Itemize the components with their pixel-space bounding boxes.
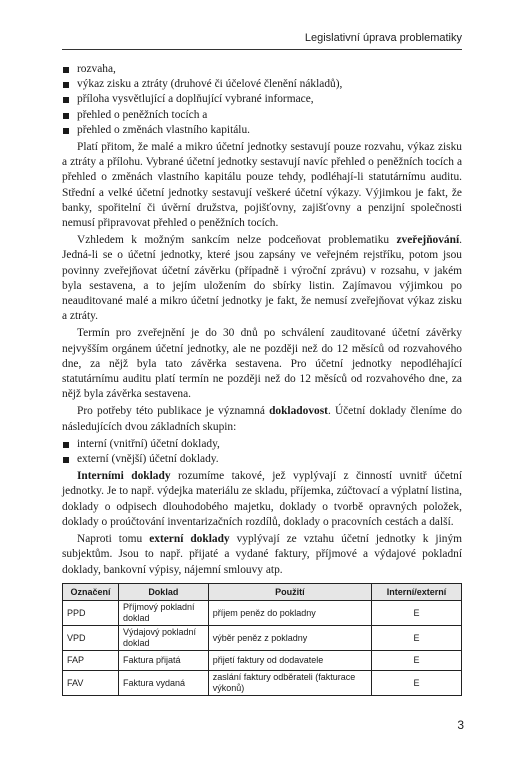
term-bold: externí doklady — [149, 533, 230, 546]
page-body — [62, 62, 462, 580]
paragraph-rest: vyplývají ze vztahu účetní jednotky k jiným subjektům. Jsou to např. přijaté a vydané faktury, příjmové a výdajové pokladní doklady, bankovní výpisy, nájemní smlouvy atp. — [62, 533, 463, 576]
term-bold: Interními doklady — [77, 470, 171, 483]
list-item: přehled o změnách vlastního kapitálu. — [62, 123, 462, 138]
table-cell: přijetí faktury od dodavatele — [208, 651, 371, 671]
paragraph-documents — [62, 404, 462, 434]
column-header: Označení — [63, 584, 119, 601]
paragraph-internal — [62, 469, 462, 530]
paragraph-rest: rozumíme takové, jež vyplývají z činností uvnitř účetní jednotky. Je to např. výdejka materiálu ze skladu, příjemka, zúčtovací a výplatní listina, doklady o odpisech dlouhodobého majetku, doklady o tvorbě opravných položek, doklady o proúčtování inventarizačních rozdílů, doklady o pracovních cestách a další. — [62, 470, 462, 528]
table-cell: výběr peněz z pokladny — [208, 626, 371, 651]
table-cell: E — [372, 651, 462, 671]
table-cell: E — [372, 671, 462, 696]
column-header: Použití — [208, 584, 371, 601]
table-header-row — [63, 584, 462, 601]
paragraph-lead: Vzhledem k možným sankcím nelze podceňovat problematiku — [77, 234, 397, 247]
list-item: rozvaha, — [62, 62, 462, 77]
table-cell: FAP — [63, 651, 119, 671]
table-cell: zaslání faktury odběrateli (fakturace výkonů) — [208, 671, 371, 696]
page-number: 3 — [457, 718, 464, 732]
running-header-title: Legislativní úprava problematiky — [304, 32, 462, 44]
paragraph-deadline: Termín pro zveřejnění je do 30 dnů po schválení zauditované účetní závěrky nejvyšším orgánem účetní jednotky, ale ne později než do 12 měsíců od rozvahového dne, za nějž byla tato závěrka sestavena. Pro účetní jednotky nepodléhající statutárnímu auditu platí termín ne později než do 12 měsíců od rozvahového dne, za nějž byla závěrka sestavena. — [62, 327, 462, 401]
paragraph-statements: Platí přitom, že malé a mikro účetní jednotky sestavují pouze rozvahu, výkaz zisku a ztráty a přílohu. Vybrané účetní jednotky sestavují navíc přehled o peněžních tocích a přehled o změnách vlastního kapitálu pouze tehdy, podléhají-li statutárnímu auditu. Střední a velké účetní jednotky sestavují veškeré účetní výkazy. Výjimkou je fakt, že banky, spořitelní či úvěrní družstva, pojišťovny, zajišťovny a penzijní společnosti nemusí připravovat přehled o peněžních tocích. — [62, 141, 462, 230]
paragraph-external — [62, 532, 462, 578]
column-header: Doklad — [118, 584, 208, 601]
statement-list — [62, 62, 462, 138]
table-cell: příjem peněz do pokladny — [208, 601, 371, 626]
table-cell: Výdajový pokladní doklad — [118, 626, 208, 651]
paragraph-lead: Pro potřeby této publikace je významná — [77, 405, 270, 418]
table-row — [63, 601, 462, 626]
list-item: externí (vnější) účetní doklady. — [62, 452, 462, 467]
table-row — [63, 626, 462, 651]
table-cell: FAV — [63, 671, 119, 696]
list-item: výkaz zisku a ztráty (druhové či účelové členění nákladů), — [62, 77, 462, 92]
term-bold: dokladovost — [269, 405, 328, 418]
table-row — [63, 671, 462, 696]
paragraph-lead: Naproti tomu — [77, 533, 150, 546]
table-cell: Faktura vydaná — [118, 671, 208, 696]
list-item: interní (vnitřní) účetní doklady, — [62, 437, 462, 452]
table-cell: E — [372, 601, 462, 626]
list-item: příloha vysvětlující a doplňující vybrané informace, — [62, 92, 462, 107]
table-row — [63, 651, 462, 671]
list-item: přehled o peněžních tocích a — [62, 108, 462, 123]
header-rule — [62, 49, 462, 50]
paragraph-rest: . Jedná-li se o účetní jednotky, které jsou zapsány ve veřejném rejstříku, potom jsou povinny zveřejňovat účetní závěrku (případně i výroční zprávu) v rozsahu, v jakém byla sestavena, a to jejím uložením do sbírky listin. Zajímavou výjimkou po neauditované malé a mikro účetní jednotky je fakt, že nemusí zveřejňovat výkaz zisku a ztráty. — [62, 234, 462, 323]
term-bold: zveřejňování — [396, 234, 460, 247]
running-header — [62, 26, 462, 50]
table-cell: E — [372, 626, 462, 651]
table-cell: Příjmový pokladní doklad — [118, 601, 208, 626]
paragraph-rest: . Účetní doklady členíme do následujících dvou základních skupin: — [62, 405, 462, 433]
column-header: Interní/externí — [372, 584, 462, 601]
table-cell: VPD — [63, 626, 119, 651]
table-cell: PPD — [63, 601, 119, 626]
paragraph-publication — [62, 233, 462, 324]
document-group-list — [62, 437, 462, 467]
table-cell: Faktura přijatá — [118, 651, 208, 671]
document-table — [62, 583, 462, 696]
